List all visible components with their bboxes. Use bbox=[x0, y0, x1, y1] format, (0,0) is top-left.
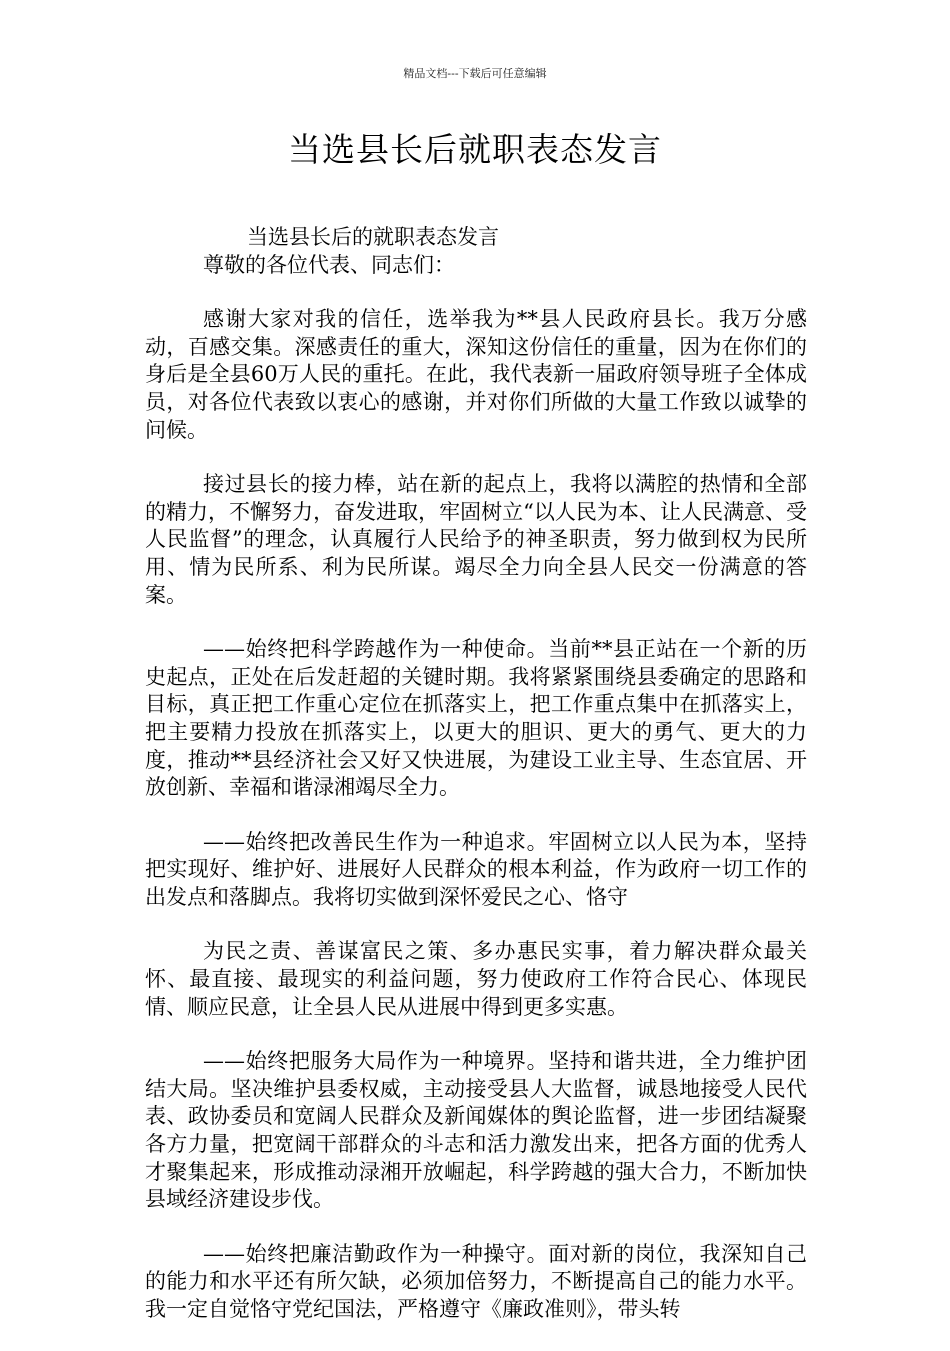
paragraph-7: ——始终把廉洁勤政作为一种操守。面对新的岗位，我深知自己的能力和水平还有所欠缺，必须加倍努力，不断提高自己的能力水平。我一定自觉恪守党纪国法，严格遵守《廉政准则》，带头转 bbox=[145, 1241, 807, 1321]
paragraph-1: 感谢大家对我的信任，选举我为**县人民政府县长。我万分感动，百感交集。深感责任的重大，深知这份信任的重量，因为在你们的身后是全县60万人民的重托。在此，我代表新一届政府领导班子全体成员，对各位代表致以衷心的感谢，并对你们所做的大量工作致以诚挚的问候。 bbox=[145, 307, 807, 442]
paragraph-6: ——始终把服务大局作为一种境界。坚持和谐共进，全力维护团结大局。坚决维护县委权威，主动接受县人大监督，诚恳地接受人民代表、政协委员和宽阔人民群众及新闻媒体的舆论监督，进一步团结凝聚各方力量，把宽阔干部群众的斗志和活力激发出来，把各方面的优秀人才聚集起来，形成推动渌湘开放崛起，科学跨越的强大合力，不断加快县域经济建设步伐。 bbox=[145, 1049, 807, 1212]
salutation: 尊敬的各位代表、同志们： bbox=[203, 252, 455, 277]
paragraph-5: 为民之责、善谋富民之策、多办惠民实事，着力解决群众最关怀、最直接、最现实的利益问题，努力使政府工作符合民心、体现民情、顺应民意，让全县人民从进展中得到更多实惠。 bbox=[145, 939, 807, 1019]
paragraph-3: ——始终把科学跨越作为一种使命。当前**县正站在一个新的历史起点，正处在后发赶超的关键时期。我将紧紧围绕县委确定的思路和目标，真正把工作重心定位在抓落实上，把工作重点集中在抓落实上，把主要精力投放在抓落实上，以更大的胆识、更大的勇气、更大的力度，推动**县经济社会又好又快进展，为建设工业主导、生态宜居、开放创新、幸福和谐渌湘竭尽全力。 bbox=[145, 637, 807, 800]
document-subtitle: 当选县长后的就职表态发言 bbox=[247, 225, 499, 249]
document-title: 当选县长后就职表态发言 bbox=[288, 130, 662, 169]
header-note: 精品文档---下载后可任意编辑 bbox=[403, 67, 547, 80]
paragraph-4: ——始终把改善民生作为一种追求。牢固树立以人民为本，坚持把实现好、维护好、进展好人民群众的根本利益，作为政府一切工作的出发点和落脚点。我将切实做到深怀爱民之心、恪守 bbox=[145, 829, 807, 909]
document-body bbox=[145, 224, 807, 1351]
paragraph-2: 接过县长的接力棒，站在新的起点上，我将以满腔的热情和全部的精力，不懈努力，奋发进取，牢固树立“以人民为本、让人民满意、受人民监督”的理念，认真履行人民给予的神圣职责，努力做到权为民所用、情为民所系、利为民所谋。竭尽全力向全县人民交一份满意的答案。 bbox=[145, 472, 807, 607]
